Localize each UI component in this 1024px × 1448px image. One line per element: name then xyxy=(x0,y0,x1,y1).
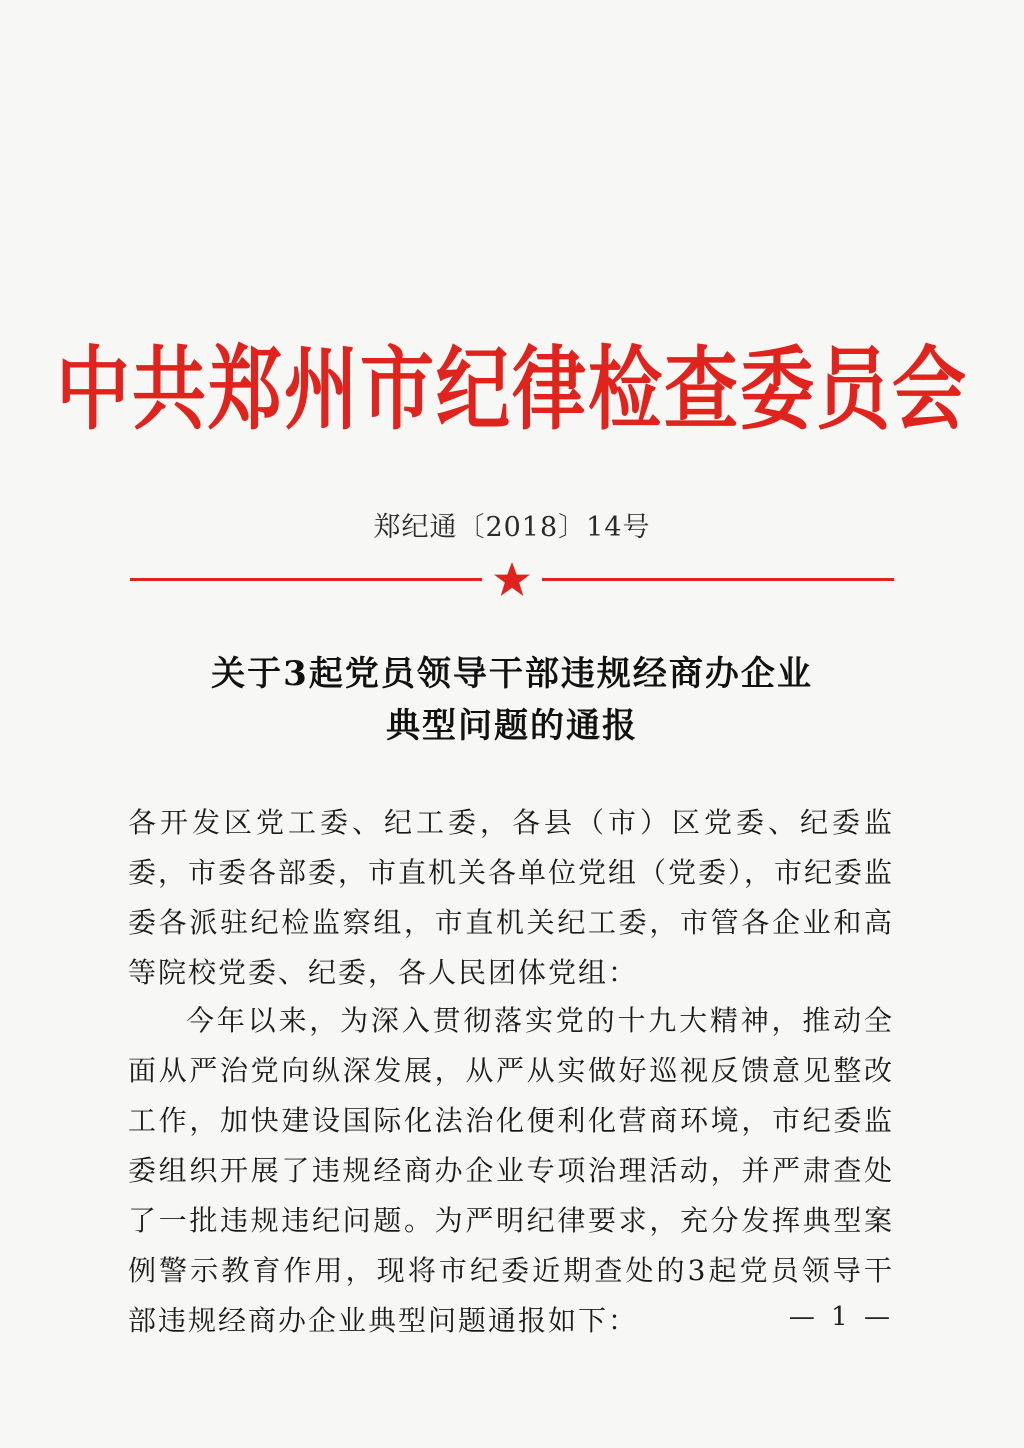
star-icon xyxy=(492,560,532,600)
divider-line-left xyxy=(130,578,482,581)
document-number: 郑纪通〔2018〕14号 xyxy=(373,512,651,543)
title-line-1: 关于3起党员领导干部违规经商办企业 xyxy=(211,654,813,694)
document-title xyxy=(0,648,1024,752)
divider-line-right xyxy=(542,578,894,581)
red-divider xyxy=(130,560,894,600)
title-line-2: 典型问题的通报 xyxy=(386,706,638,746)
issuing-organization-header: 中共郑州市纪律检查委员会 xyxy=(56,337,968,443)
page-number: — 1 — xyxy=(788,1302,894,1332)
body-paragraph: 今年以来，为深入贯彻落实党的十九大精神，推动全面从严治党向纵深发展，从严从实做好巡视反馈意见整改工作，加快建设国际化法治化便利化营商环境，市纪委监委组织开展了违规经商办企业专项治理活动，并严肃查处了一批违规违纪问题。为严明纪律要求，充分发挥典型案例警示教育作用，现将市纪委近期查处的3起党员领导干部违规经商办企业典型问题通报如下： xyxy=(128,1004,894,1337)
addressee-paragraph: 各开发区党工委、纪工委，各县（市）区党委、纪委监委，市委各部委，市直机关各单位党组（党委），市纪委监委各派驻纪检监察组，市直机关纪工委，市管各企业和高等院校党委、纪委，各人民团体党组： xyxy=(128,806,895,989)
